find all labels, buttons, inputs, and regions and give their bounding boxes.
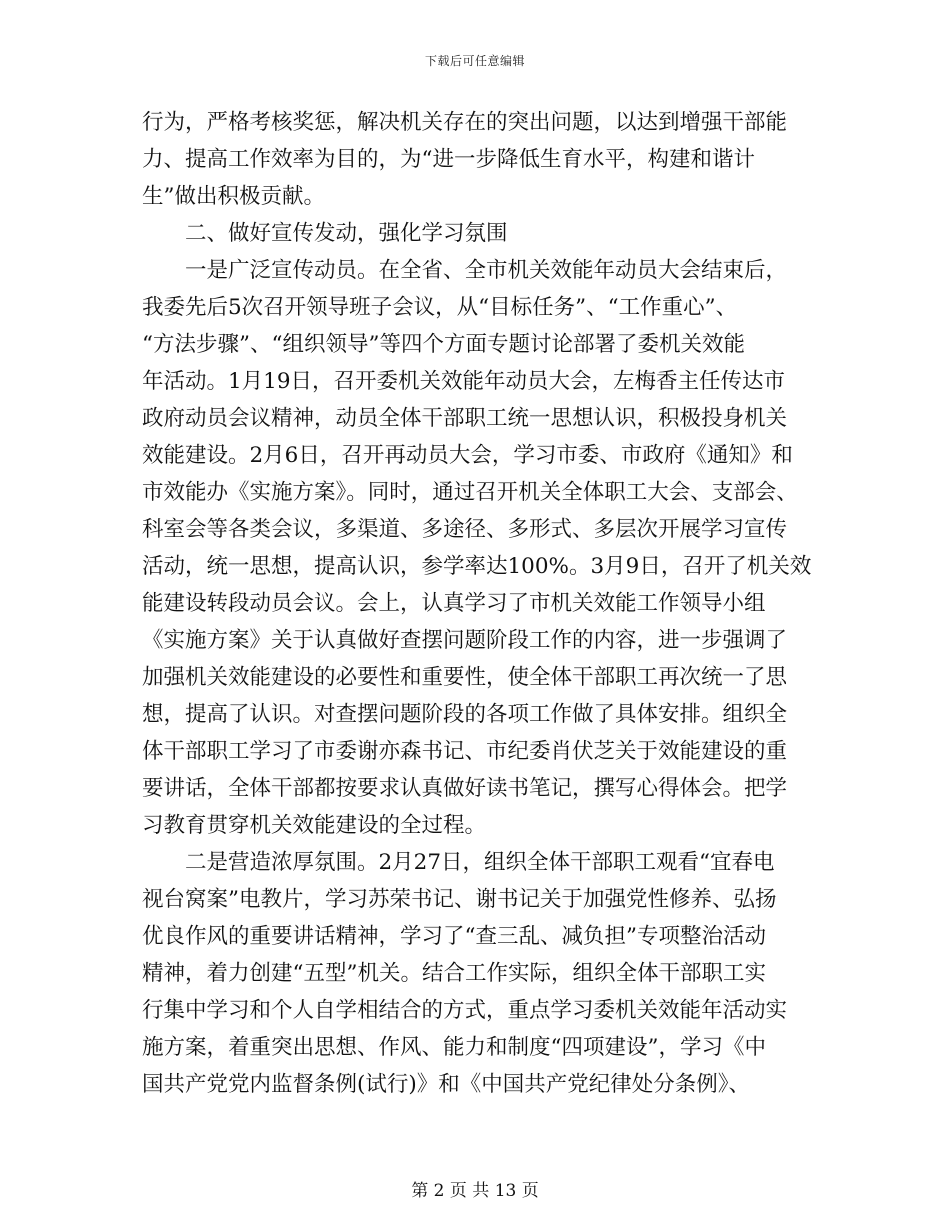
- text-line: 二是营造浓厚氛围。2月27日，组织全体干部职工观看“宜春电: [142, 850, 775, 875]
- text-line: 行为，严格考核奖惩，解决机关存在的突出问题，以达到增强干部能: [142, 110, 788, 135]
- text-line: 《实施方案》关于认真做好查摆问题阶段工作的内容，进一步强调了: [142, 628, 788, 653]
- text-line: 体干部职工学习了市委谢亦森书记、市纪委肖伏芝关于效能建设的重: [142, 739, 788, 764]
- text-line: 政府动员会议精神，动员全体干部职工统一思想认识，积极投身机关: [142, 406, 788, 431]
- text-line: 要讲话，全体干部都按要求认真做好读书笔记，撰写心得体会。把学: [142, 776, 788, 801]
- document-body: [142, 104, 810, 1103]
- text-line: 视台窝案”电教片，学习苏荣书记、谢书记关于加强党性修养、弘扬: [142, 887, 777, 912]
- text-line: 优良作风的重要讲话精神，学习了“查三乱、减负担”专项整治活动: [142, 924, 766, 949]
- text-line: “方法步骤”、“组织领导”等四个方面专题讨论部署了委机关效能: [142, 332, 745, 357]
- text-line: 行集中学习和个人自学相结合的方式，重点学习委机关效能年活动实: [142, 998, 788, 1023]
- text-line: 我委先后5次召开领导班子会议，从“目标任务”、“工作重心”、: [142, 295, 738, 320]
- text-line: 年活动。1月19日，召开委机关效能年动员大会，左梅香主任传达市: [142, 369, 786, 394]
- page-number-footer: 第 2 页 共 13 页: [411, 1181, 539, 1201]
- page-header: 下载后可任意编辑: [424, 54, 525, 68]
- text-line: 施方案，着重突出思想、作风、能力和制度“四项建设”，学习《中: [142, 1035, 766, 1060]
- text-line: 国共产党党内监督条例(试行)》和《中国共产党纪律处分条例》、: [142, 1072, 751, 1097]
- text-line: 效能建设。2月6日，召开再动员大会，学习市委、市政府《通知》和: [142, 443, 793, 468]
- text-line: 习教育贯穿机关效能建设的全过程。: [142, 813, 487, 838]
- text-line: 能建设转段动员会议。会上，认真学习了市机关效能工作领导小组: [142, 591, 766, 616]
- text-line: 科室会等各类会议，多渠道、多途径、多形式、多层次开展学习宣传: [142, 517, 788, 542]
- section-heading: 二、做好宣传发动，强化学习氛围: [142, 221, 508, 246]
- text-line: 力、提高工作效率为目的，为“进一步降低生育水平，构建和谐计: [142, 147, 755, 172]
- text-line: 一是广泛宣传动员。在全省、全市机关效能年动员大会结束后，: [142, 258, 788, 283]
- text-line: 精神，着力创建“五型”机关。结合工作实际，组织全体干部职工实: [142, 961, 766, 986]
- text-line: 活动，统一思想，提高认识，参学率达100%。3月9日，召开了机关效: [142, 554, 812, 579]
- text-line: 加强机关效能建设的必要性和重要性，使全体干部职工再次统一了思: [142, 665, 788, 690]
- text-line: 市效能办《实施方案》。同时，通过召开机关全体职工大会、支部会、: [142, 480, 798, 505]
- text-line: 生”做出积极贡献。: [142, 184, 325, 209]
- text-line: 想，提高了认识。对查摆问题阶段的各项工作做了具体安排。组织全: [142, 702, 788, 727]
